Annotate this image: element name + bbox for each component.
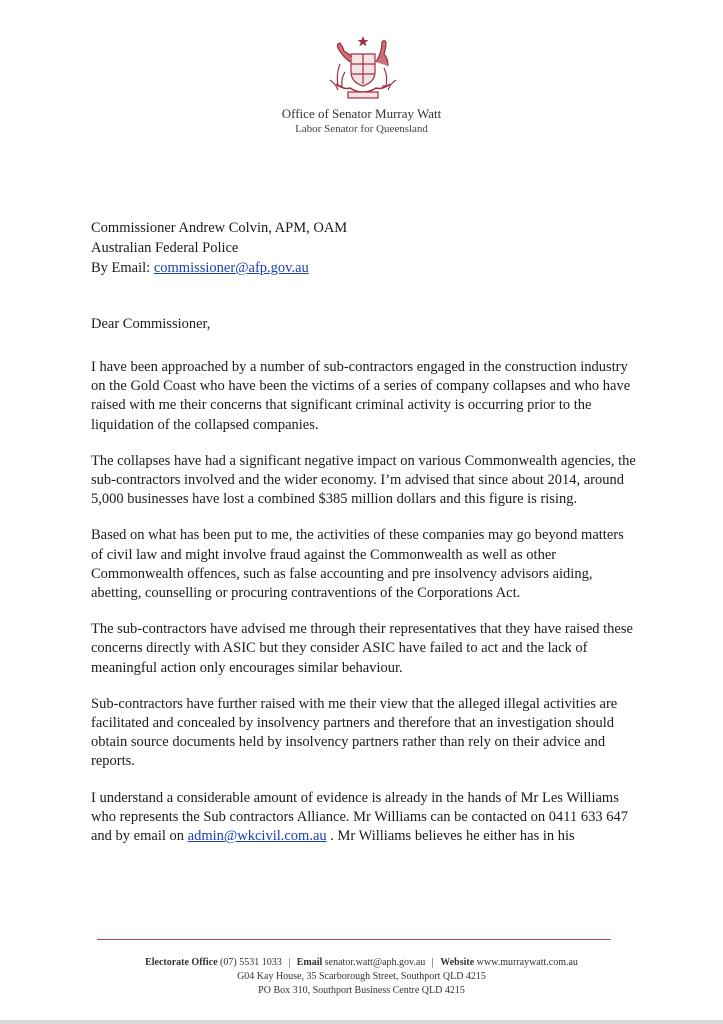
letterhead	[0, 106, 723, 135]
recipient-email-line	[91, 258, 347, 278]
email-prefix: By Email:	[91, 260, 154, 276]
recipient-name: Commissioner Andrew Colvin, APM, OAM	[91, 220, 348, 236]
electorate-phone: (07) 5531 1033	[220, 957, 282, 968]
footer-divider	[97, 939, 611, 940]
paragraph-evidence	[91, 789, 639, 847]
footer	[0, 956, 723, 998]
salutation: Dear Commissioner,	[91, 316, 211, 332]
recipient-address	[91, 218, 347, 278]
email-label: Email	[296, 957, 323, 968]
office-name: Office of Senator Murray Watt	[281, 106, 442, 121]
separator: |	[431, 957, 434, 968]
recipient-email-link[interactable]: commissioner@afp.gov.au	[153, 260, 309, 276]
electorate-label: Electorate Office	[145, 957, 218, 968]
paragraph: The collapses have had a significant negative impact on various Commonwealth agencies, the sub-contractors involved and the wider economy. I’m advised that since about 2014, around 5,000 businesses have lost a combined $385 million dollars and this figure is rising.	[91, 452, 636, 508]
paragraph: Sub-contractors have further raised with me their view that the alleged illegal activities are facilitated and concealed by insolvency partners and therefore that an investigation should obtain source documents held by insolvency partners rather than rely on their advice and reports.	[91, 695, 618, 770]
recipient-organisation: Australian Federal Police	[91, 240, 239, 256]
footer-contact-line	[0, 956, 723, 970]
paragraph-text: I understand a considerable amount of evidence is already in the hands of Mr Les Williams who represents the Sub contractors Alliance. Mr Williams can be contacted on 0411 633 647 and by email on	[91, 789, 628, 845]
williams-email-link[interactable]: admin@wkcivil.com.au	[187, 828, 327, 845]
paragraph: The sub-contractors have advised me through their representatives that they have raised these concerns directly with ASIC but they consider ASIC have failed to act and the lack of meaningful action only encourages similar behaviour.	[91, 621, 633, 676]
paragraph: Based on what has been put to me, the activities of these companies may go beyond matters of civil law and might involve fraud against the Commonwealth as well as other Commonwealth offences, such as false accounting and pre insolvency advisors aiding, abetting, counselling or procuring contraventions of the Corporations Act.	[91, 527, 624, 602]
coat-of-arms-icon	[318, 34, 408, 104]
website-label: Website	[440, 957, 475, 968]
letter-body	[91, 358, 639, 863]
footer-po-box: PO Box 310, Southport Business Centre QLD 4215	[258, 985, 465, 996]
footer-email[interactable]: senator.watt@aph.gov.au	[324, 957, 426, 968]
paragraph-text: . Mr Williams believes he either has in his	[326, 828, 575, 845]
footer-website[interactable]: www.murraywatt.com.au	[476, 957, 578, 968]
scan-edge	[0, 1020, 723, 1024]
paragraph: I have been approached by a number of sub-contractors engaged in the construction industry on the Gold Coast who have been the victims of a series of company collapses and who have raised with me their concerns that significant criminal activity is occurring prior to the liquidation of the collapsed companies.	[91, 359, 631, 433]
separator: |	[288, 957, 291, 968]
office-subtitle: Labor Senator for Queensland	[295, 123, 428, 135]
footer-address: G04 Kay House, 35 Scarborough Street, Southport QLD 4215	[237, 971, 486, 982]
